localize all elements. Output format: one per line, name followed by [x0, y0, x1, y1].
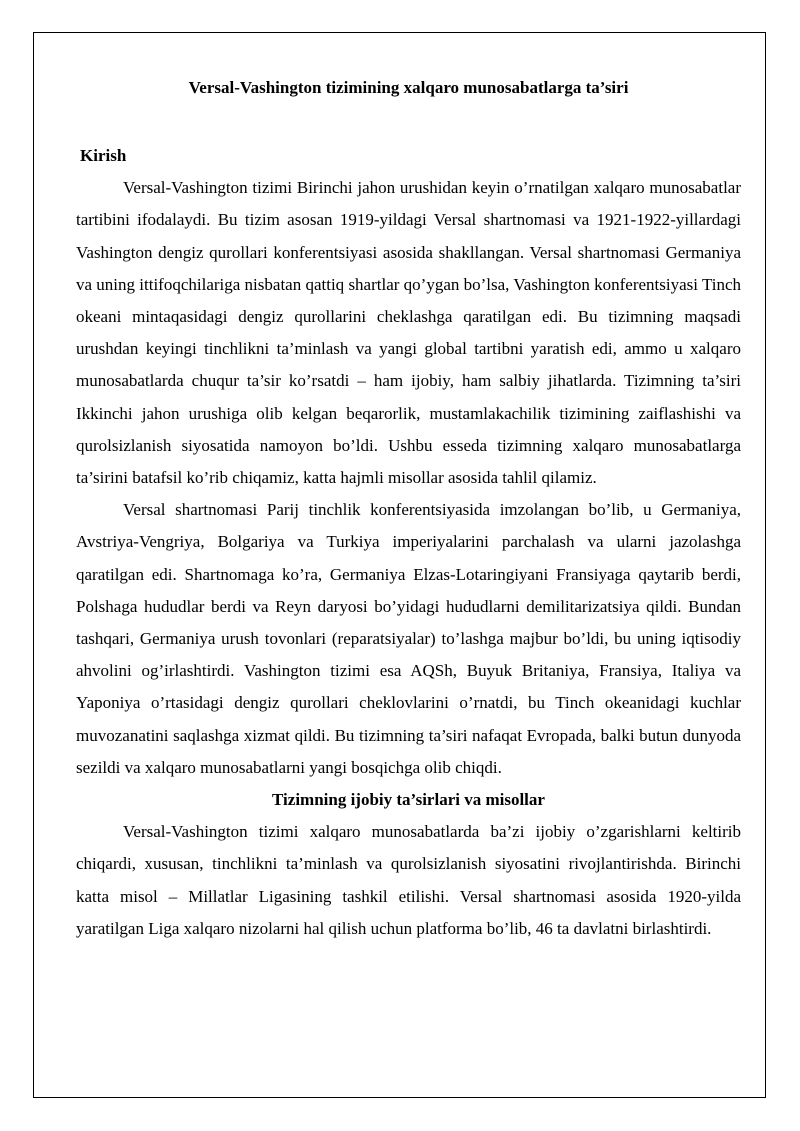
- positive-effects-heading: Tizimning ijobiy ta’sirlari va misollar: [272, 790, 545, 810]
- intro-paragraph: Versal-Vashington tizimi Birinchi jahon urushidan keyin o’rnatilgan xalqaro munosabatlar tartibini ifodalaydi. Bu tizim asosan 1919-yildagi Versal shartnomasi va 1921-1922-yillardagi Vashington dengiz qurollari konferentsiyasi asosida shakllangan. Versal shartnomasi Germaniya va uning ittifoqchilariga nisbatan qattiq shartlar qo’ygan bo’lsa, Vashington konferentsiyasi Tinch okeani mintaqasidagi dengiz qurollarini cheklashga qaratilgan edi. Bu tizimning maqsadi urushdan keyingi tinchlikni ta’minlash va yangi global tartibni yaratish edi, ammo u xalqaro munosabatlarda chuqur ta’sir ko’rsatdi – ham ijobiy, ham salbiy jihatlarda. Tizimning ta’siri Ikkinchi jahon urushiga olib kelgan beqarorlik, mustamlakachilik tizimining zaiflashishi va qurolsizlanish siyosatida namoyon bo’ldi. Ushbu esseda tizimning xalqaro munosabatlarga ta’sirini batafsil ko’rib chiqamiz, katta hajmli misollar asosida tahlil qilamiz.: [76, 178, 741, 488]
- intro-heading: Kirish: [80, 146, 127, 165]
- versailles-paragraph: Versal shartnomasi Parij tinchlik konferentsiyasida imzolangan bo’lib, u Germaniya, Avstriya-Vengriya, Bolgariya va Turkiya imperiyalarini parchalash va ularni jazolashga qaratilgan edi. Shartnomaga ko’ra, Germaniya Elzas-Lotaringiyani Fransiyaga qaytarib berdi, Polshaga hududlar berdi va Reyn daryosi bo’yidagi hududlarni demilitarizatsiya qildi. Bundan tashqari, Germaniya urush tovonlari (reparatsiyalar) to’lashga majbur bo’ldi, bu uning iqtisodiy ahvolini og’irlashtirdi. Vashington tizimi esa AQSh, Buyuk Britaniya, Fransiya, Italiya va Yaponiya o’rtasidagi dengiz qurollari cheklovlarini o’rnatdi, bu Tinch okeanidagi kuchlar muvozanatini saqlashga xizmat qildi. Bu tizimning ta’siri nafaqat Evropada, balki butun dunyoda sezildi va xalqaro munosabatlarni yangi bosqichga olib chiqdi.: [76, 500, 741, 777]
- document-body: [76, 74, 741, 945]
- document-title: Versal-Vashington tizimining xalqaro munosabatlarga ta’siri: [188, 78, 629, 97]
- positive-effects-paragraph: Versal-Vashington tizimi xalqaro munosabatlarda ba’zi ijobiy o’zgarishlarni keltirib chiqardi, xususan, tinchlikni ta’minlash va qurolsizlanish siyosatini rivojlantirishda. Birinchi katta misol – Millatlar Ligasining tashkil etilishi. Versal shartnomasi asosida 1920-yilda yaratilgan Liga xalqaro nizolarni hal qilish uchun platforma bo’lib, 46 ta davlatni birlashtirdi.: [76, 822, 741, 938]
